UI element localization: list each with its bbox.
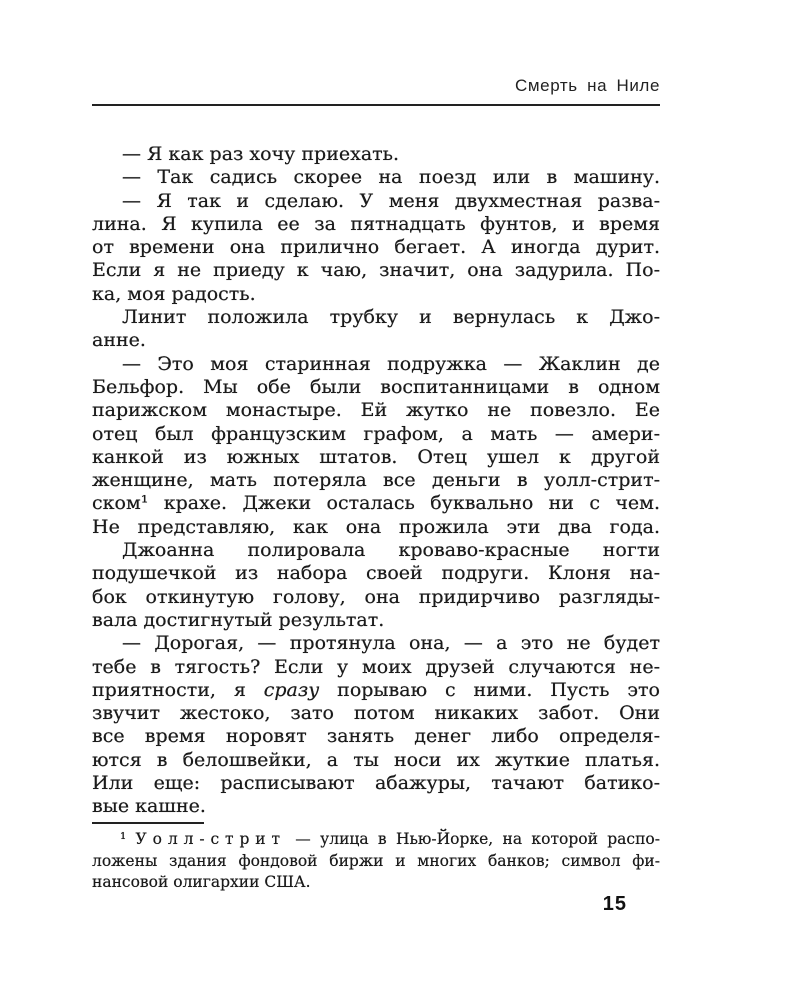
- text-line: — Я как раз хочу приехать.: [122, 143, 400, 165]
- text-line: Линит положила трубку и вернулась к Джо-: [122, 306, 660, 329]
- text-line: тебе в тягость? Если у моих друзей случаются не-: [92, 655, 660, 678]
- text-line: все время норовят занять денег либо определя-: [92, 725, 660, 748]
- page-number: 15: [602, 893, 627, 915]
- text-line: лина. Я купила ее за пятнадцать фунтов, и время: [92, 212, 660, 235]
- text-line: ском¹ крахе. Джеки осталась буквально ни с чем.: [92, 492, 660, 515]
- text-line: канкой из южных штатов. Отец ушел к другой: [92, 445, 660, 468]
- text-line: — Я так и сделаю. У меня двухместная разва-: [122, 189, 660, 212]
- text-line: ложены здания фондовой биржи и многих банков; символ фи-: [92, 851, 660, 870]
- text-line: вые кашне.: [92, 795, 206, 818]
- text-line: вала достигнутый результат.: [92, 608, 385, 631]
- text-line: ются в белошвейки, а ты носи их жуткие платья.: [92, 748, 660, 771]
- text-line: ка, моя радость.: [92, 282, 256, 305]
- text-line: ¹ Уолл-стрит — улица в Нью-Йорке, на которой распо-: [120, 830, 660, 848]
- text-line: нансовой олигархии США.: [92, 873, 311, 891]
- text-line: анне.: [92, 329, 146, 352]
- footnote-text: [92, 829, 660, 894]
- text-line: — Дорогая, — протянула она, — а это не будет: [122, 632, 660, 655]
- text-line: Если я не приеду к чаю, значит, она задурила. По-: [92, 259, 660, 282]
- text-line: женщине, мать потеряла все деньги в уолл-стрит-: [92, 469, 660, 492]
- header-rule: [92, 104, 660, 106]
- footnote-rule: [92, 822, 204, 824]
- body-text: [92, 143, 660, 819]
- running-header: Смерть на Ниле: [515, 76, 660, 95]
- text-line: Или еще: расписывают абажуры, тачают батико-: [92, 772, 660, 795]
- text-line: Джоанна полировала кроваво-красные ногти: [122, 539, 660, 562]
- text-line: парижском монастыре. Ей жутко не повезло. Ее: [92, 399, 660, 422]
- text-line: — Это моя старинная подружка — Жаклин де: [122, 352, 660, 375]
- text-line: от времени она прилично бегает. А иногда дурит.: [92, 236, 660, 259]
- text-line: отец был французским графом, а мать — амери-: [92, 422, 660, 445]
- text-line: бок откинутую голову, она придирчиво разгляды-: [92, 585, 660, 608]
- text-line: подушечкой из набора своей подруги. Клоня на-: [92, 562, 660, 585]
- text-line: звучит жестоко, зато потом никаких забот. Они: [92, 702, 660, 725]
- text-line: Не представляю, как она прожила эти два года.: [92, 515, 660, 538]
- text-line: — Так садись скорее на поезд или в машину.: [122, 166, 660, 189]
- text-line: приятности, я сразу порываю с ними. Пусть это: [92, 678, 660, 701]
- text-line: Бельфор. Мы обе были воспитанницами в одном: [92, 375, 660, 398]
